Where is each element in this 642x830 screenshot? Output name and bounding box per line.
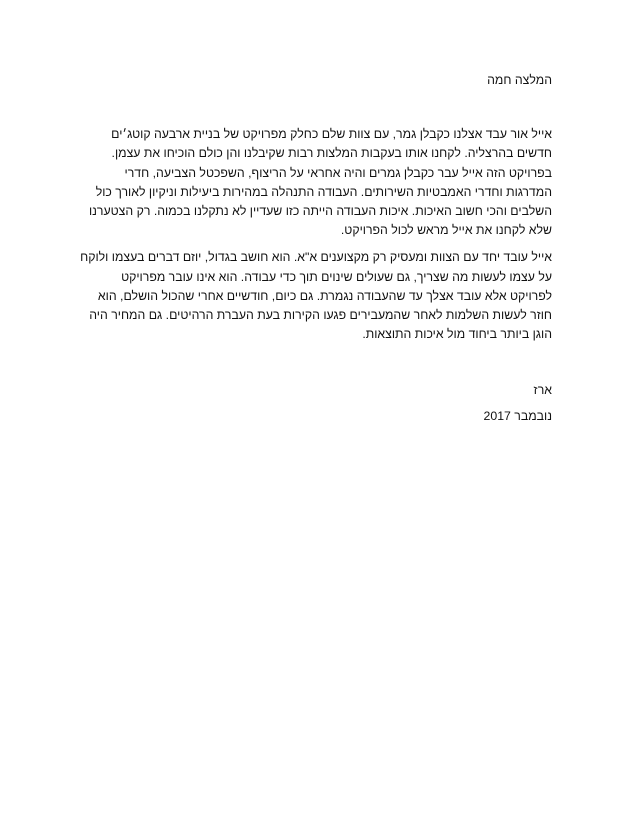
letter-title: המלצה חמה <box>487 73 552 87</box>
signature-name: ארז <box>533 383 552 398</box>
paragraph-recommendation-1: אייל אור עבד אצלנו כקבלן גמר, עם צוות שלם כחלק מפרויקט של בניית ארבעה קוטג׳ים חדשים בהרצליה. לקחנו אותו בעקבות המלצות רבות שקיבלנו והן כולם הוכיחו את עצמן. בפרויקט הזה אייל עבר כקבלן גמרים והיה אחראי על הריצוף, השפכטל הצביעה, חדרי המדרגות וחדרי האמבטיות השירותים. העבודה התנהלה במהירות ביעילות וניקיון לאורך כול השלבים והכי חשוב האיכות. איכות העבודה הייתה כזו שעדיין לא נתקלנו בכמוה. רק הצטערנו שלא לקחנו את אייל מראש לכול הפרויקט. <box>88 127 552 238</box>
letter-date: נובמבר 2017 <box>483 408 552 423</box>
paragraph-recommendation-2: אייל עובד יחד עם הצוות ומעסיק רק מקצוענים א"א. הוא חושב בגדול, יוזם דברים בעצמו ולוקח על עצמו לעשות מה שצריך, גם שעולים שינוים תוך כדי עבודה. הוא אינו עובר מפרויקט לפרויקט אלא עובד אצלך עד שהעבודה נגמרת. גם כיום, חודשיים אחרי שהכול הושלם, הוא חוזר לעשות השלמות לאחר שהמעבירים פגעו הקירות בעת העברת הרהיטים. גם המחיר היה הוגן ביותר ביחוד מול איכות התוצאות. <box>80 250 552 342</box>
letter-body <box>80 71 552 426</box>
